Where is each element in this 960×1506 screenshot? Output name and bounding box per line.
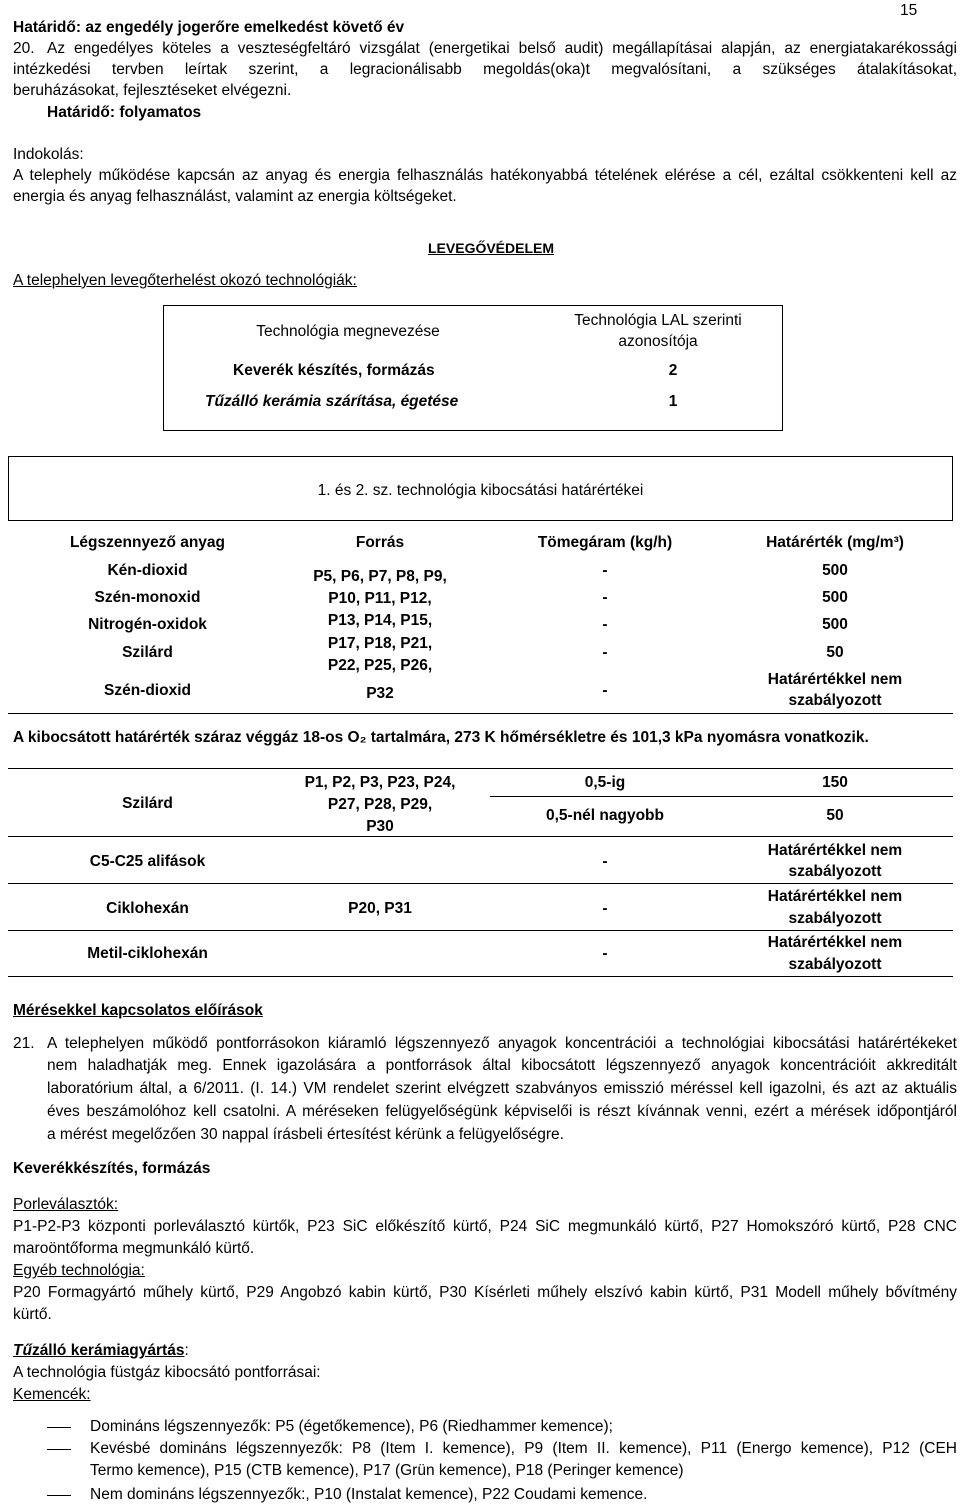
limits-header-pollutant: Légszennyező anyag bbox=[69, 534, 226, 551]
mix-title: Keverékkészítés, formázás bbox=[13, 1160, 211, 1177]
flow-cell: - bbox=[602, 562, 608, 579]
limit-cell: Határértékkel nem bbox=[767, 842, 903, 859]
source-cell: P32 bbox=[366, 685, 394, 702]
dust-line2: maroöntőforma megmunkáló kürtő. bbox=[13, 1240, 255, 1257]
dust-label: Porleválasztók: bbox=[13, 1196, 119, 1213]
limit-cell: Határértékkel nem bbox=[767, 888, 903, 905]
limits-header-limit: Határérték (mg/m³) bbox=[766, 534, 904, 551]
source-cell: P27, P28, P29, bbox=[327, 796, 433, 813]
flow-cell: 0,5-ig bbox=[584, 774, 626, 791]
limits-header-flow: Tömegáram (kg/h) bbox=[537, 534, 673, 551]
item-21-line5: a mérést megelőzően 30 nappal írásbeli értesítést kérünk a felügyelőségre. bbox=[47, 1126, 564, 1143]
flow-cell: - bbox=[602, 945, 608, 962]
justification-line2: energia és anyag felhasználást, valamint az energia költségeket. bbox=[13, 188, 457, 205]
pollutant-cell: Szén-monoxid bbox=[94, 589, 201, 606]
limit-cell: Határértékkel nem bbox=[767, 934, 903, 951]
item-21-line3: laboratórium által, a 6/2011. (I. 14.) VM rendelet szerint elvégzett szabványos emisszió méréssel kell igazolni, és azt az aktuális bbox=[47, 1080, 957, 1097]
reference-note: A kibocsátott határérték száraz véggáz 18-os O₂ tartalmára, 273 K hőmérsékletre és 101,3 kPa nyomásra vonatkozik. bbox=[13, 729, 869, 746]
bullet-3: Nem domináns légszennyezők:, P10 (Instalat kemence), P22 Coudami kemence. bbox=[90, 1486, 648, 1503]
item-20-number: 20. bbox=[13, 40, 35, 57]
tech-row-name: Keverék készítés, formázás bbox=[233, 362, 435, 379]
limit-cell: 150 bbox=[822, 774, 848, 791]
item-21-number: 21. bbox=[13, 1035, 35, 1052]
refractory-title: Tűzálló kerámiagyártás: bbox=[13, 1342, 189, 1359]
pollutant-cell: Ciklohexán bbox=[106, 900, 189, 917]
bullet-dash bbox=[47, 1427, 71, 1428]
kilns-label: Kemencék: bbox=[13, 1386, 91, 1403]
bullet-2-line1: Kevésbé domináns légszennyezők: P8 (Item I. kemence), P9 (Item II. kemence), P11 (Energo kemence), P12 (CEH bbox=[90, 1440, 957, 1457]
dust-line1: P1-P2-P3 központi porleválasztó kürtők, P23 SiC előkészítő kürtő, P24 SiC megmunkáló kürtő, P27 Homokszóró kürtő, P28 CNC bbox=[13, 1218, 957, 1235]
flow-cell: - bbox=[602, 682, 608, 699]
source-cell: P17, P18, P21, bbox=[327, 635, 433, 652]
pollutant-cell: Szén-dioxid bbox=[104, 682, 191, 699]
page-number: 15 bbox=[900, 2, 918, 19]
tech-row-name: Tűzálló kerámia szárítása, égetése bbox=[205, 393, 459, 410]
source-cell: P30 bbox=[366, 818, 394, 835]
tech-col-id-header-2: azonosítója bbox=[618, 333, 698, 350]
flow-cell: - bbox=[602, 900, 608, 917]
flow-cell: - bbox=[602, 589, 608, 606]
limit-cell: Határértékkel nem bbox=[767, 671, 903, 688]
tech-row-id: 1 bbox=[668, 393, 678, 410]
limits-header-source: Forrás bbox=[355, 534, 405, 551]
limit-cell: 500 bbox=[822, 616, 848, 633]
item-20-line2: intézkedési tervben leírtak szerint, a legracionálisabb megoldás(oka)t megvalósítani, a szükséges átalakításokat, bbox=[13, 61, 957, 78]
flue-intro: A technológia füstgáz kibocsátó pontforrásai: bbox=[13, 1364, 321, 1381]
bullet-dash bbox=[47, 1495, 71, 1496]
limit-cell: 50 bbox=[826, 644, 844, 661]
tech-col-name-header: Technológia megnevezése bbox=[256, 323, 440, 340]
flow-cell: 0,5-nél nagyobb bbox=[546, 807, 664, 824]
justification-label: Indokolás: bbox=[13, 146, 84, 163]
pollutant-cell: C5-C25 alifások bbox=[89, 853, 206, 870]
source-cell: P1, P2, P3, P23, P24, bbox=[304, 774, 456, 791]
bullet-2-line2: Termo kemence), P15 (CTB kemence), P17 (Grün kemence), P18 (Peringer kemence) bbox=[90, 1462, 684, 1479]
tech-col-id-header-1: Technológia LAL szerinti bbox=[574, 312, 742, 329]
other-line1: P20 Formagyártó műhely kürtő, P29 Angobzó kabin kürtő, P30 Kísérleti műhely elszívó kabin kürtő, P31 Modell műhely bővítmény bbox=[13, 1284, 957, 1301]
pollutant-cell: Kén-dioxid bbox=[107, 562, 188, 579]
pollutant-cell: Szilárd bbox=[122, 795, 173, 812]
flow-cell: - bbox=[602, 644, 608, 661]
limits-title: 1. és 2. sz. technológia kibocsátási határértékei bbox=[317, 482, 644, 499]
source-cell: P22, P25, P26, bbox=[327, 657, 433, 674]
other-line2: kürtő. bbox=[13, 1306, 52, 1323]
limit-cell: 500 bbox=[822, 562, 848, 579]
item-21-line2: nem haladhatják meg. Ennek igazolására a pontforrások által kibocsátott légszennyező anyagok koncentrációit akkreditált bbox=[47, 1057, 957, 1074]
limit-cell: szabályozott bbox=[788, 910, 882, 927]
item-20-line1: Az engedélyes köteles a veszteségfeltáró vizsgálat (energetikai belső audit) megállapításai alapján, az energiatakarékossági bbox=[47, 40, 957, 57]
flow-cell: - bbox=[602, 853, 608, 870]
source-cell: P20, P31 bbox=[348, 900, 412, 917]
limit-cell: 500 bbox=[822, 589, 848, 606]
item-21-line4: éves beszámolóhoz kell csatolni. A méréseken felügyelőségünk képviselői is részt kívánnak venni, ezért a mérések időpontjáról bbox=[47, 1103, 957, 1120]
section-title: LEVEGŐVÉDELEM bbox=[428, 240, 555, 256]
limit-cell: szabályozott bbox=[788, 863, 882, 880]
item-20-deadline: Határidő: folyamatos bbox=[47, 104, 202, 121]
pollutant-cell: Nitrogén-oxidok bbox=[88, 616, 207, 633]
item-21-line1: A telephelyen működő pontforrásokon kiáramló légszennyező anyagok koncentrációi a technológiai kibocsátási határértékeket bbox=[47, 1035, 957, 1052]
source-cell: P5, P6, P7, P8, P9, bbox=[313, 568, 447, 585]
item-20-line3: beruházásokat, fejlesztéseket elvégezni. bbox=[13, 82, 292, 99]
flow-cell: - bbox=[602, 616, 608, 633]
justification-line1: A telephely működése kapcsán az anyag és energia felhasználás hatékonyabbá tételének elérése a cél, ezáltal csökkenteni kell az bbox=[13, 167, 957, 184]
tech-row-id: 2 bbox=[668, 362, 678, 379]
limit-cell: szabályozott bbox=[788, 956, 882, 973]
pollutant-cell: Szilárd bbox=[122, 644, 173, 661]
measure-title: Mérésekkel kapcsolatos előírások bbox=[13, 1002, 263, 1019]
source-cell: P13, P14, P15, bbox=[327, 612, 433, 629]
other-label: Egyéb technológia: bbox=[13, 1262, 145, 1279]
pollutant-cell: Metil-ciklohexán bbox=[87, 945, 208, 962]
limit-cell: szabályozott bbox=[788, 692, 882, 709]
limit-cell: 50 bbox=[826, 807, 844, 824]
tech-intro: A telephelyen levegőterhelést okozó technológiák: bbox=[13, 272, 357, 289]
deadline-text: Határidő: az engedély jogerőre emelkedést követő év bbox=[13, 19, 405, 36]
source-cell: P10, P11, P12, bbox=[328, 590, 432, 607]
bullet-1: Domináns légszennyezők: P5 (égetőkemence), P6 (Riedhammer kemence); bbox=[90, 1418, 613, 1435]
bullet-dash bbox=[47, 1449, 71, 1450]
